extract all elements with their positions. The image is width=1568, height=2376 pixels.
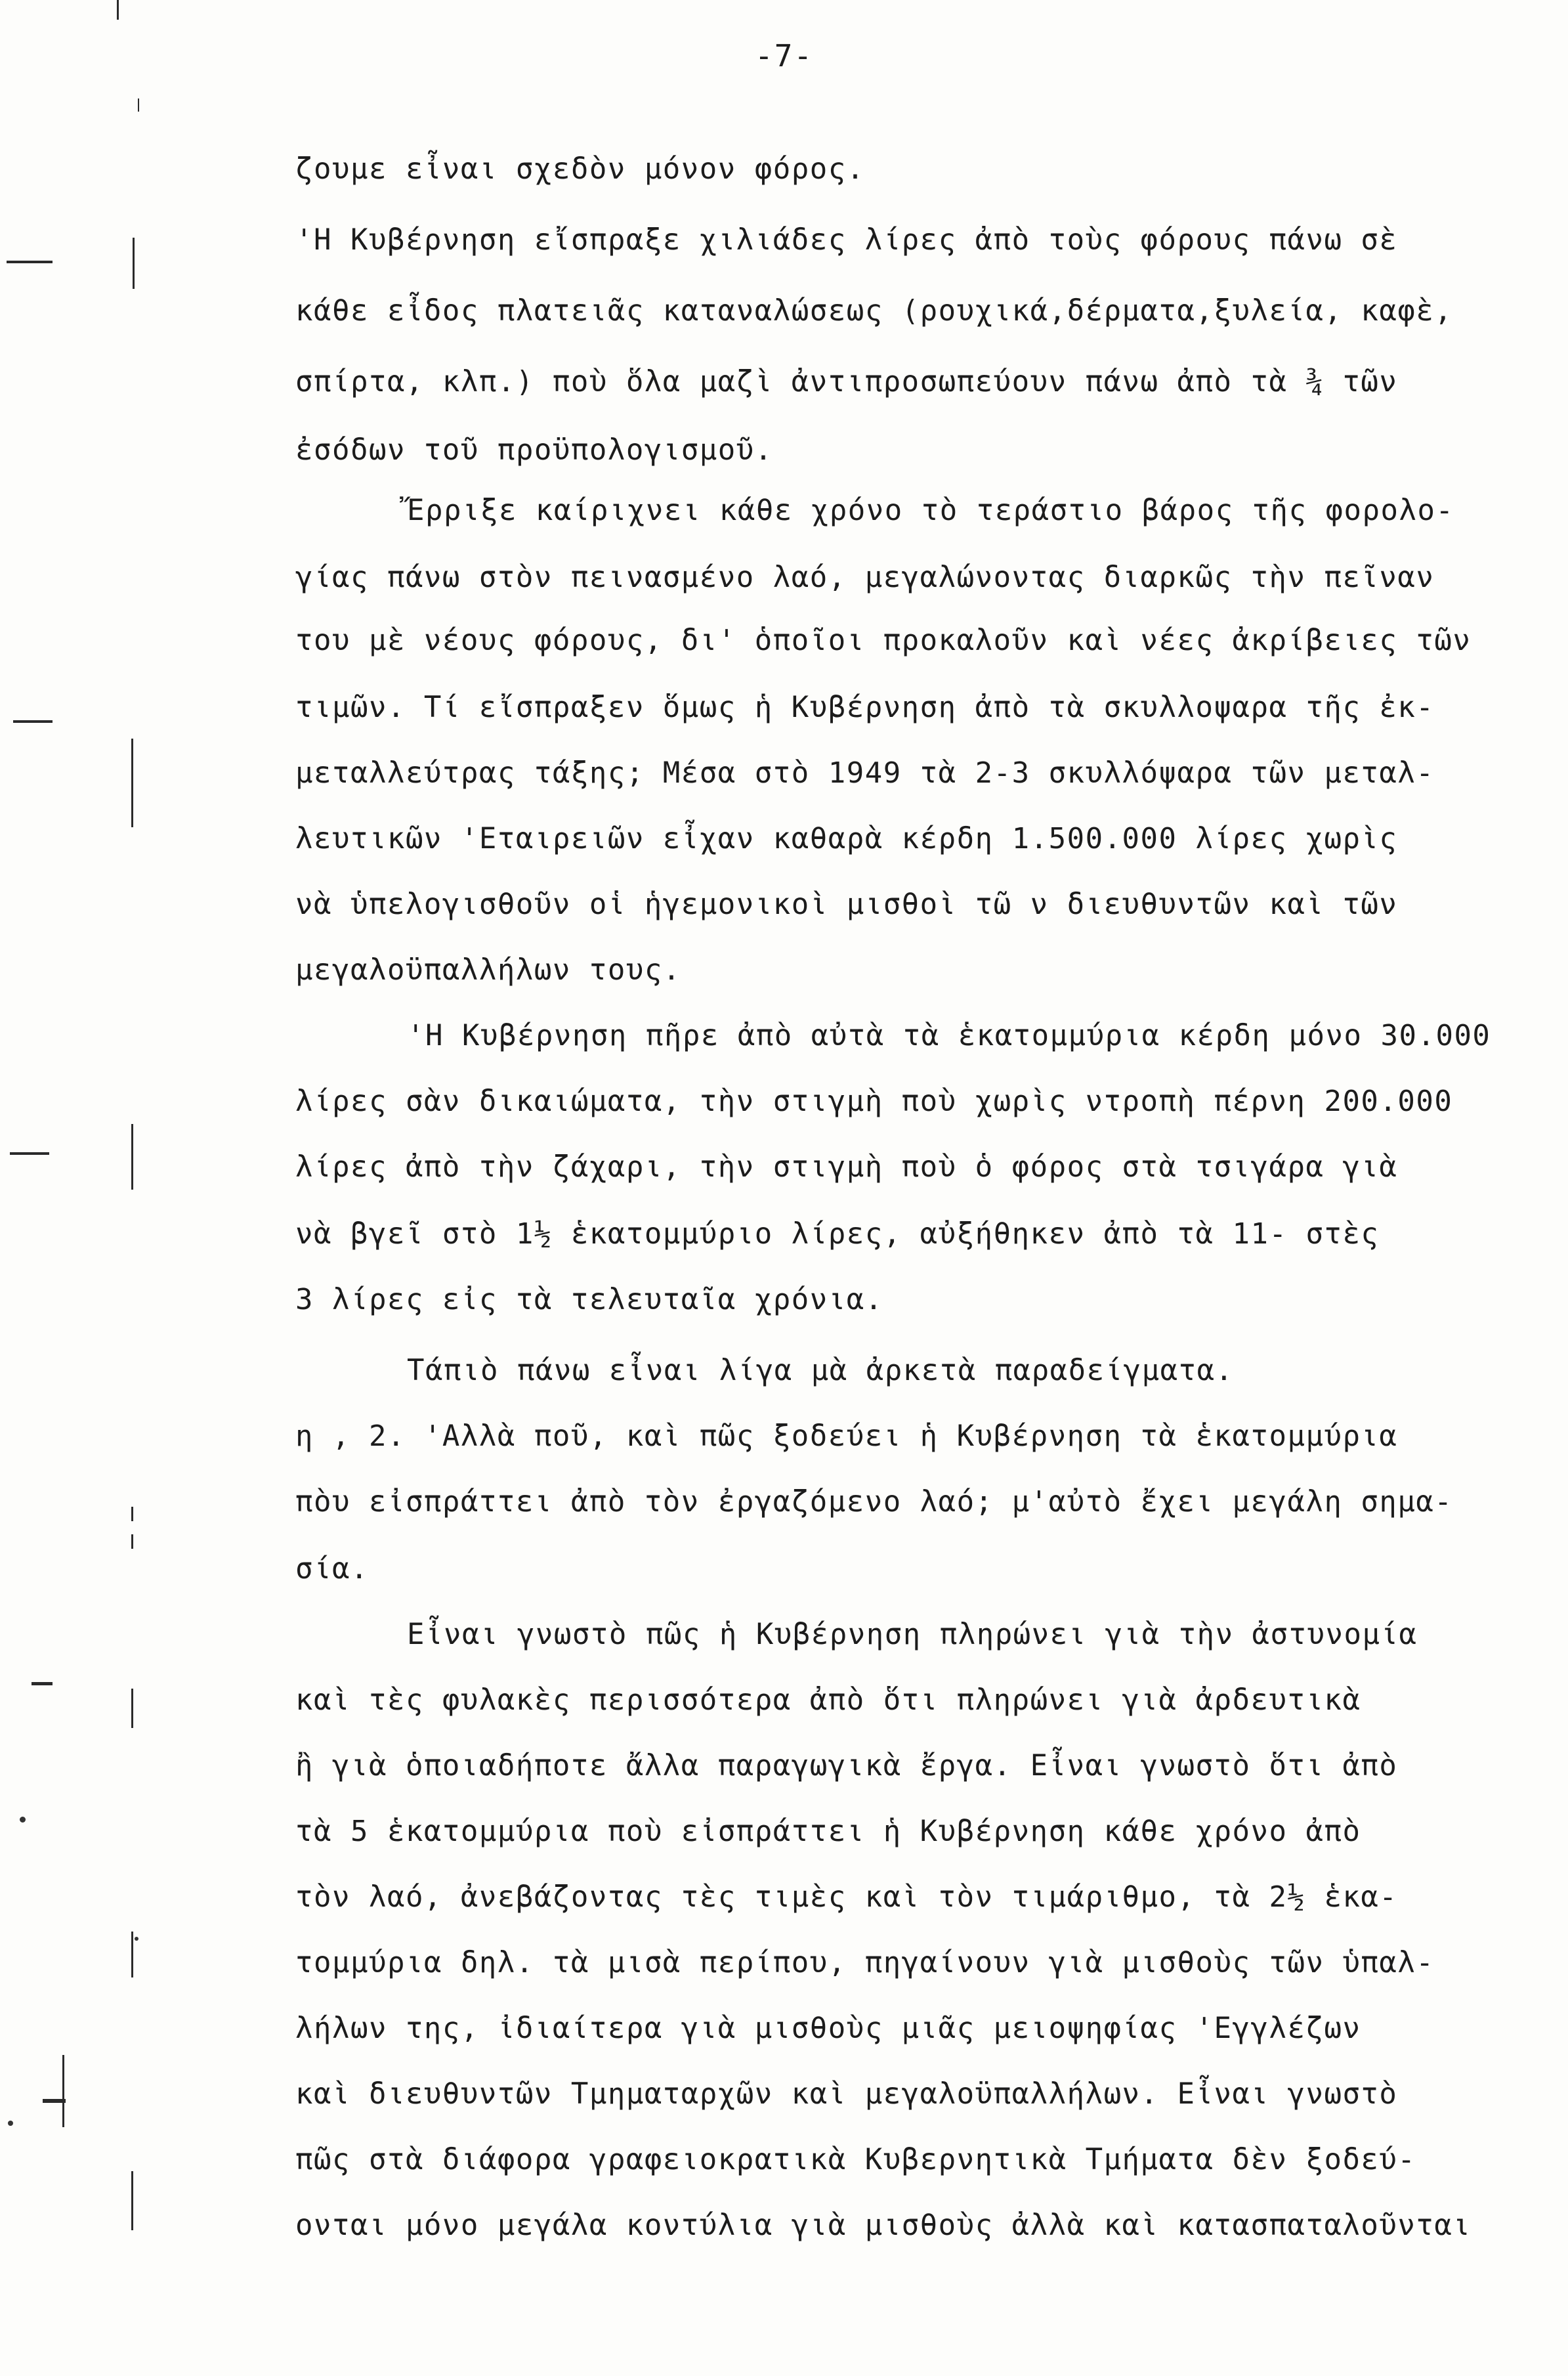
margin-dot (20, 1817, 26, 1823)
text-line: Τάπιὸ πάνω εἶναι λίγα μὰ ἀρκετὰ παραδείγματα. (407, 1354, 1234, 1387)
margin-mark (131, 1932, 133, 1977)
text-line: λευτικῶν 'Εταιρειῶν εἶχαν καθαρὰ κέρδη 1.500.000 λίρες χωρὶς (295, 822, 1398, 855)
text-line: μεγαλοϋπαλλήλων τους. (295, 953, 681, 987)
margin-mark (131, 2171, 133, 2230)
margin-mark (7, 261, 53, 263)
margin-mark (131, 1507, 133, 1521)
text-line: νὰ βγεῖ στὸ 1½ ἑκατομμύριο λίρες, αὐξήθηκεν ἀπὸ τὰ 11- στὲς (295, 1217, 1380, 1251)
text-line: πὸυ εἰσπράττει ἀπὸ τὸν ἐργαζόμενο λαό; μ'αὐτὸ ἔχει μεγάλη σημα- (295, 1485, 1453, 1519)
text-line: τιμῶν. Τί εἴσπραξεν ὅμως ἡ Κυβέρνηση ἀπὸ τὰ σκυλλοψαρα τῆς ἐκ- (295, 691, 1435, 724)
text-line: 'Η Κυβέρνηση εἴσπραξε χιλιάδες λίρες ἀπὸ τοὺς φόρους πάνω σὲ (295, 223, 1398, 257)
margin-dot (8, 2121, 13, 2126)
margin-mark (10, 1152, 49, 1155)
margin-dot (135, 1937, 138, 1941)
margin-mark (13, 720, 53, 723)
text-line: μεταλλεύτρας τάξης; Μέσα στὸ 1949 τὰ 2-3 σκυλλόψαρα τῶν μεταλ- (295, 756, 1435, 790)
text-line: λίρες σὰν δικαιώματα, τὴν στιγμὴ ποὺ χωρὶς ντροπὴ πέρνη 200.000 (295, 1085, 1453, 1118)
text-line: καὶ διευθυντῶν Τμηματαρχῶν καὶ μεγαλοϋπαλλήλων. Εἶναι γνωστὸ (295, 2077, 1398, 2111)
margin-mark (62, 2055, 64, 2127)
margin-mark (138, 98, 139, 112)
text-line: τὸν λαό, ἀνεβάζοντας τὲς τιμὲς καὶ τὸν τιμάριθμο, τὰ 2½ ἑκα- (295, 1880, 1398, 1914)
margin-mark (131, 1689, 133, 1728)
text-line: 'Η Κυβέρνηση πῆρε ἀπὸ αὐτὰ τὰ ἑκατομμύρια κέρδη μόνο 30.000 (407, 1019, 1491, 1052)
text-line: ονται μόνο μεγάλα κοντύλια γιὰ μισθοὺς ἀλλὰ καὶ κατασπαταλοῦνται (295, 2209, 1472, 2242)
text-line: 3 λίρες εἰς τὰ τελευταῖα χρόνια. (295, 1283, 883, 1316)
text-line: Ἔρριξε καίριχνει κάθε χρόνο τὸ τεράστιο βάρος τῆς φορολο- (407, 494, 1454, 527)
text-line: Εἶναι γνωστὸ πῶς ἡ Κυβέρνηση πληρώνει γιὰ τὴν ἀστυνομία (407, 1618, 1418, 1651)
text-line: σπίρτα, κλπ.) ποὺ ὅλα μαζὶ ἀντιπροσωπεύουν πάνω ἀπὸ τὰ ¾ τῶν (295, 365, 1398, 399)
margin-mark (131, 1534, 133, 1549)
text-line: ἐσόδων τοῦ προϋπολογισμοῦ. (295, 433, 773, 467)
text-line: νὰ ὑπελογισθοῦν οἱ ἡγεμονικοὶ μισθοὶ τῶ ν διευθυντῶν καὶ τῶν (295, 888, 1398, 921)
text-line: η , 2. 'Αλλὰ ποῦ, καὶ πῶς ξοδεύει ἡ Κυβέρνηση τὰ ἑκατομμύρια (295, 1419, 1398, 1453)
margin-mark (131, 1124, 133, 1190)
text-line: πῶς στὰ διάφορα γραφειοκρατικὰ Κυβερνητικὰ Τμήματα δὲν ξοδεύ- (295, 2143, 1416, 2176)
text-line: γίας πάνω στὸν πεινασμένο λαό, μεγαλώνοντας διαρκῶς τὴν πεῖναν (295, 561, 1435, 594)
margin-mark (133, 238, 135, 289)
margin-mark (32, 1682, 53, 1685)
text-line: λίρες ἀπὸ τὴν ζάχαρι, τὴν στιγμὴ ποὺ ὁ φόρος στὰ τσιγάρα γιὰ (295, 1150, 1398, 1184)
text-line: ζουμε εἶναι σχεδὸν μόνον φόρος. (295, 152, 865, 186)
text-line: του μὲ νέους φόρους, δι' ὁποῖοι προκαλοῦν καὶ νέες ἀκρίβειες τῶν (295, 624, 1472, 657)
margin-mark (131, 739, 133, 827)
text-line: καὶ τὲς φυλακὲς περισσότερα ἀπὸ ὅτι πληρώνει γιὰ ἀρδευτικὰ (295, 1683, 1361, 1717)
margin-mark (117, 0, 119, 20)
text-line: λήλων της, ἰδιαίτερα γιὰ μισθοὺς μιᾶς μειοψηφίας 'Εγγλέζων (295, 2012, 1361, 2045)
text-line: τομμύρια δηλ. τὰ μισὰ περίπου, πηγαίνουν γιὰ μισθοὺς τῶν ὑπαλ- (295, 1946, 1435, 1979)
text-line: κάθε εἶδος πλατειᾶς καταναλώσεως (ρουχικά,δέρματα,ξυλεία, καφὲ, (295, 294, 1453, 328)
text-line: τὰ 5 ἑκατομμύρια ποὺ εἰσπράττει ἡ Κυβέρνηση κάθε χρόνο ἀπὸ (295, 1815, 1361, 1848)
text-line: σία. (295, 1552, 369, 1586)
page-number: -7- (755, 38, 814, 74)
text-line: ἢ γιὰ ὁποιαδήποτε ἄλλα παραγωγικὰ ἔργα. Εἶναι γνωστὸ ὅτι ἀπὸ (295, 1749, 1398, 1782)
